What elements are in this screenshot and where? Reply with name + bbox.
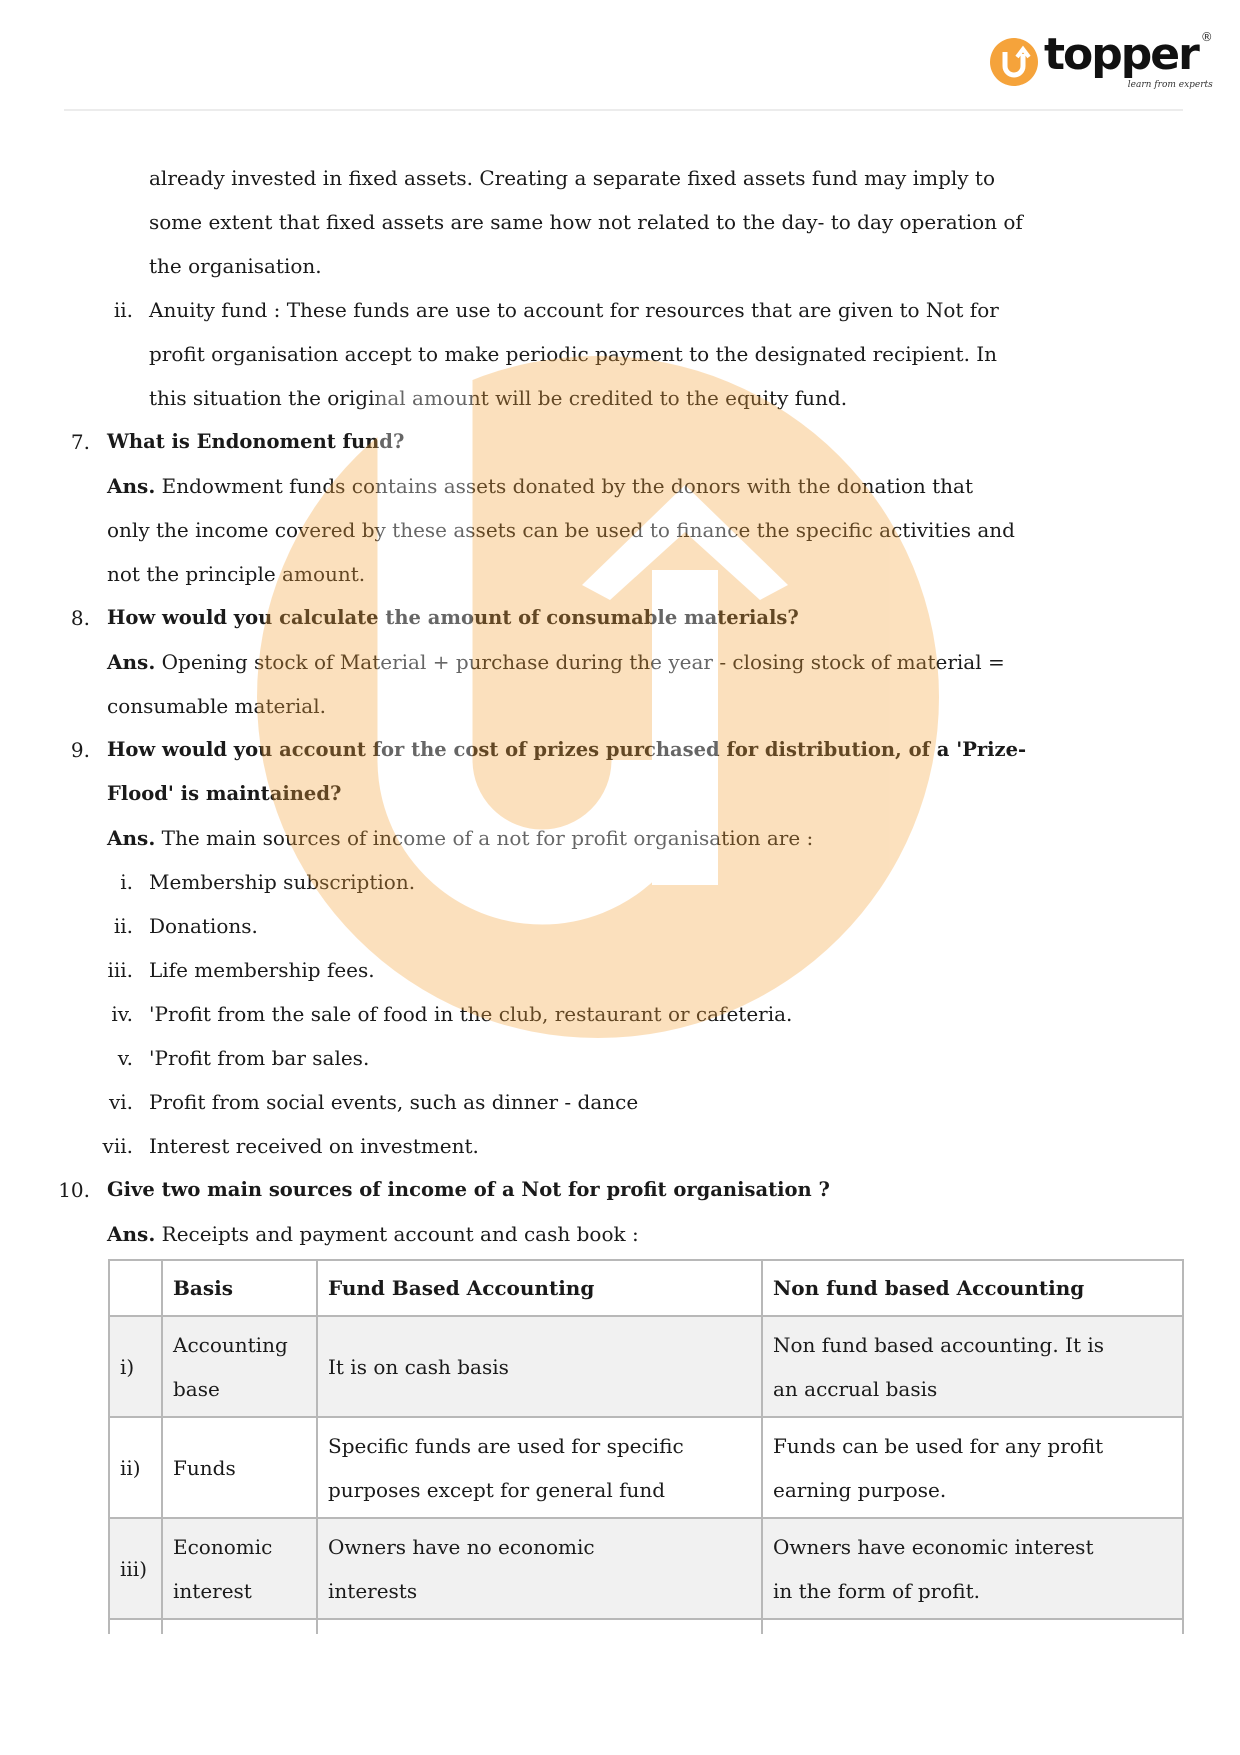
cell-text-line: interests — [328, 1578, 418, 1603]
cell-text-line: Funds can be used for any profit — [773, 1433, 1104, 1458]
logo-wordmark: topper — [1044, 29, 1198, 80]
answer-text — [107, 464, 973, 508]
answer-text — [107, 640, 1005, 684]
cell-text-line: Specific funds are used for specific — [328, 1433, 684, 1458]
list-marker: ii. — [113, 298, 133, 322]
answer-body: Receipts and payment account and cash book : — [161, 1222, 639, 1246]
paragraph-text: already invested in fixed assets. Creating a separate fixed assets fund may imply to — [149, 166, 996, 190]
text-line — [0, 860, 1240, 904]
text-line — [0, 464, 1240, 508]
text-line — [0, 1212, 1240, 1256]
table-header-cell: Basis — [162, 1260, 317, 1316]
registered-mark: ® — [1200, 30, 1213, 44]
cell-text-line: Funds — [173, 1455, 236, 1480]
text-line — [0, 552, 1240, 596]
list-item-text: Profit from social events, such as dinner - dance — [149, 1090, 639, 1114]
cell-text-line: an accrual basis — [773, 1376, 938, 1401]
cell-text-line: Accounting — [173, 1332, 288, 1357]
table-cell-fund — [317, 1518, 762, 1619]
text-line — [0, 1036, 1240, 1080]
list-item-text: Membership subscription. — [149, 870, 416, 894]
cell-text-line: interest — [173, 1578, 252, 1603]
question-number: 7. — [70, 430, 90, 454]
text-line — [0, 772, 1240, 816]
text-line — [0, 332, 1240, 376]
list-marker: vii. — [102, 1134, 133, 1158]
table-header-row — [109, 1260, 1183, 1316]
row-number-cell: iii) — [109, 1518, 162, 1619]
list-item-text: Life membership fees. — [149, 958, 375, 982]
list-marker: iii. — [107, 958, 133, 982]
text-line — [0, 420, 1240, 464]
row-number-cell: ii) — [109, 1417, 162, 1518]
table-cell-empty — [162, 1619, 317, 1634]
answer-label: Ans. — [107, 474, 156, 498]
paragraph-text: only the income covered by these assets can be used to finance the specific activities and — [107, 518, 1015, 542]
cell-text-line: Economic — [173, 1534, 273, 1559]
text-line — [0, 288, 1240, 332]
question-number: 9. — [70, 738, 90, 762]
text-line — [0, 904, 1240, 948]
answer-label: Ans. — [107, 650, 156, 674]
table-cell-empty — [762, 1619, 1183, 1634]
logo-wordmark-row — [1044, 30, 1213, 80]
cell-text-line: It is on cash basis — [328, 1354, 509, 1379]
table-cell-nonfund — [762, 1316, 1183, 1417]
list-item-text: Interest received on investment. — [149, 1134, 479, 1158]
text-line — [0, 684, 1240, 728]
text-line — [0, 596, 1240, 640]
topper-logo — [990, 30, 1213, 91]
answer-text — [107, 1212, 639, 1256]
answer-label: Ans. — [107, 1222, 156, 1246]
table-header-cell — [109, 1260, 162, 1316]
list-item-text: Anuity fund : These funds are use to account for resources that are given to Not for — [149, 298, 999, 322]
table-row — [109, 1518, 1183, 1619]
text-line — [0, 1124, 1240, 1168]
table-cell-fund — [317, 1417, 762, 1518]
header-divider — [64, 109, 1183, 111]
cell-text-line: Owners have no economic — [328, 1534, 595, 1559]
text-line — [0, 948, 1240, 992]
document-body — [0, 156, 1240, 1256]
paragraph-text: some extent that fixed assets are same how not related to the day- to day operation of — [149, 210, 1023, 234]
question-text: Flood' is maintained? — [107, 782, 342, 805]
text-line — [0, 992, 1240, 1036]
cell-text-line: base — [173, 1376, 220, 1401]
paragraph-text: the organisation. — [149, 254, 322, 278]
logo-text-group — [1044, 30, 1213, 91]
cell-text-line: in the form of profit. — [773, 1578, 981, 1603]
logo-tagline: learn from experts — [1127, 80, 1213, 90]
cell-text-line: Non fund based accounting. It is — [773, 1332, 1105, 1357]
text-line — [0, 156, 1240, 200]
cell-text-line: earning purpose. — [773, 1477, 947, 1502]
table-cell-fund — [317, 1316, 762, 1417]
list-marker: v. — [117, 1046, 133, 1070]
table-header-cell: Non fund based Accounting — [762, 1260, 1183, 1316]
table-cell-basis — [162, 1518, 317, 1619]
text-line — [0, 728, 1240, 772]
list-item-text: Donations. — [149, 914, 258, 938]
table-cell-basis — [162, 1417, 317, 1518]
text-line — [0, 200, 1240, 244]
text-line — [0, 816, 1240, 860]
list-marker: i. — [120, 870, 133, 894]
question-number: 8. — [70, 606, 90, 630]
table-cell-empty — [317, 1619, 762, 1634]
list-marker: vi. — [108, 1090, 133, 1114]
table-row — [109, 1316, 1183, 1417]
list-marker: ii. — [113, 914, 133, 938]
list-item-text: 'Profit from the sale of food in the club, restaurant or cafeteria. — [149, 1002, 793, 1026]
logo-u-arrow-icon — [990, 38, 1038, 86]
table-cell-empty — [109, 1619, 162, 1634]
row-number-cell: i) — [109, 1316, 162, 1417]
text-line — [0, 508, 1240, 552]
comparison-table — [108, 1259, 1184, 1634]
answer-body: Endowment funds contains assets donated by the donors with the donation that — [161, 474, 974, 498]
paragraph-text: consumable material. — [107, 694, 326, 718]
answer-label: Ans. — [107, 826, 156, 850]
text-line — [0, 1168, 1240, 1212]
table-cell-nonfund — [762, 1417, 1183, 1518]
table-cell-nonfund — [762, 1518, 1183, 1619]
question-text: Give two main sources of income of a Not for profit organisation ? — [107, 1178, 830, 1201]
question-number: 10. — [58, 1178, 90, 1202]
table-cell-basis — [162, 1316, 317, 1417]
table-row — [109, 1417, 1183, 1518]
answer-body: The main sources of income of a not for profit organisation are : — [161, 826, 814, 850]
text-line — [0, 1080, 1240, 1124]
question-text: How would you calculate the amount of consumable materials? — [107, 606, 799, 629]
list-item-text: 'Profit from bar sales. — [149, 1046, 370, 1070]
answer-body: Opening stock of Material + purchase during the year - closing stock of material = — [161, 650, 1005, 674]
cell-text-line: purposes except for general fund — [328, 1477, 666, 1502]
question-text: What is Endonoment fund? — [107, 430, 405, 453]
question-text: How would you account for the cost of prizes purchased for distribution, of a 'Prize- — [107, 738, 1027, 761]
text-line — [0, 244, 1240, 288]
table-header-cell: Fund Based Accounting — [317, 1260, 762, 1316]
paragraph-text: profit organisation accept to make periodic payment to the designated recipient. In — [149, 342, 998, 366]
answer-text — [107, 816, 813, 860]
paragraph-text: this situation the original amount will be credited to the equity fund. — [149, 386, 848, 410]
text-line — [0, 640, 1240, 684]
text-line — [0, 376, 1240, 420]
paragraph-text: not the principle amount. — [107, 562, 366, 586]
table-row-continued — [109, 1619, 1183, 1634]
list-marker: iv. — [111, 1002, 133, 1026]
cell-text-line: Owners have economic interest — [773, 1534, 1094, 1559]
